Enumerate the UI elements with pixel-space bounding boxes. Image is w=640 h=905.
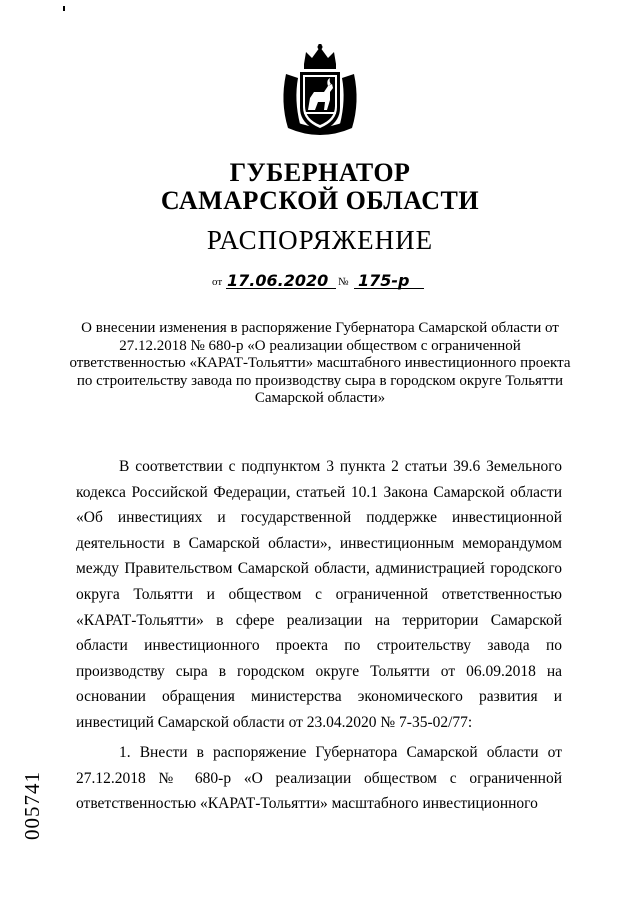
date-number-line (212, 268, 452, 292)
number-prefix: № (338, 276, 349, 288)
date-underline (226, 288, 336, 289)
number-underline (354, 288, 424, 289)
body-paragraph-1: В соответствии с подпунктом 3 пункта 2 статьи 39.6 Земельного кодекса Российской Федерации, статьей 10.1 Закона Самарской области «Об инвестициях и государственной поддержке инвестиционной деятельности в Самарской области», инвестиционным меморандумом между Правительством Самарской области, администрацией городского округа Тольятти и обществом с ограниченной ответственностью «КАРАТ-Тольятти» в сфере реализации на территории Самарской области инвестиционного проекта по строительству завода по производству сыра в городском округе Тольятти от 06.09.2018 на основании обращения министерства экономического развития и инвестиций Самарской области от 23.04.2020 № 7-35-02/77: (76, 458, 562, 731)
scan-mark (63, 6, 65, 11)
coat-of-arms-icon (278, 44, 362, 142)
org-title-line1: ГУБЕРНАТОР (229, 158, 411, 187)
body-paragraph-2: 1. Внести в распоряжение Губернатора Самарской области от 27.12.2018 № 680-р «О реализации обществом с ограниченной ответственностью «КАРАТ-Тольятти» масштабного инвестиционного (76, 744, 562, 813)
org-title-line2: САМАРСКОЙ ОБЛАСТИ (160, 186, 480, 215)
document-type: РАСПОРЯЖЕНИЕ (206, 225, 434, 255)
handwritten-number: 175-р (358, 271, 410, 290)
date-prefix: от (212, 276, 223, 288)
handwritten-date: 17.06.2020 (227, 271, 329, 290)
side-serial-number: 005741 (20, 771, 44, 840)
document-subject: О внесении изменения в распоряжение Губернатора Самарской области от 27.12.2018 № 680-р «О реализации обществом с ограниченной ответственностью «КАРАТ-Тольятти» масштабного инвестиционного проекта по строительству завода по производству сыра в городском округе Тольятти Самарской области» (69, 320, 571, 406)
